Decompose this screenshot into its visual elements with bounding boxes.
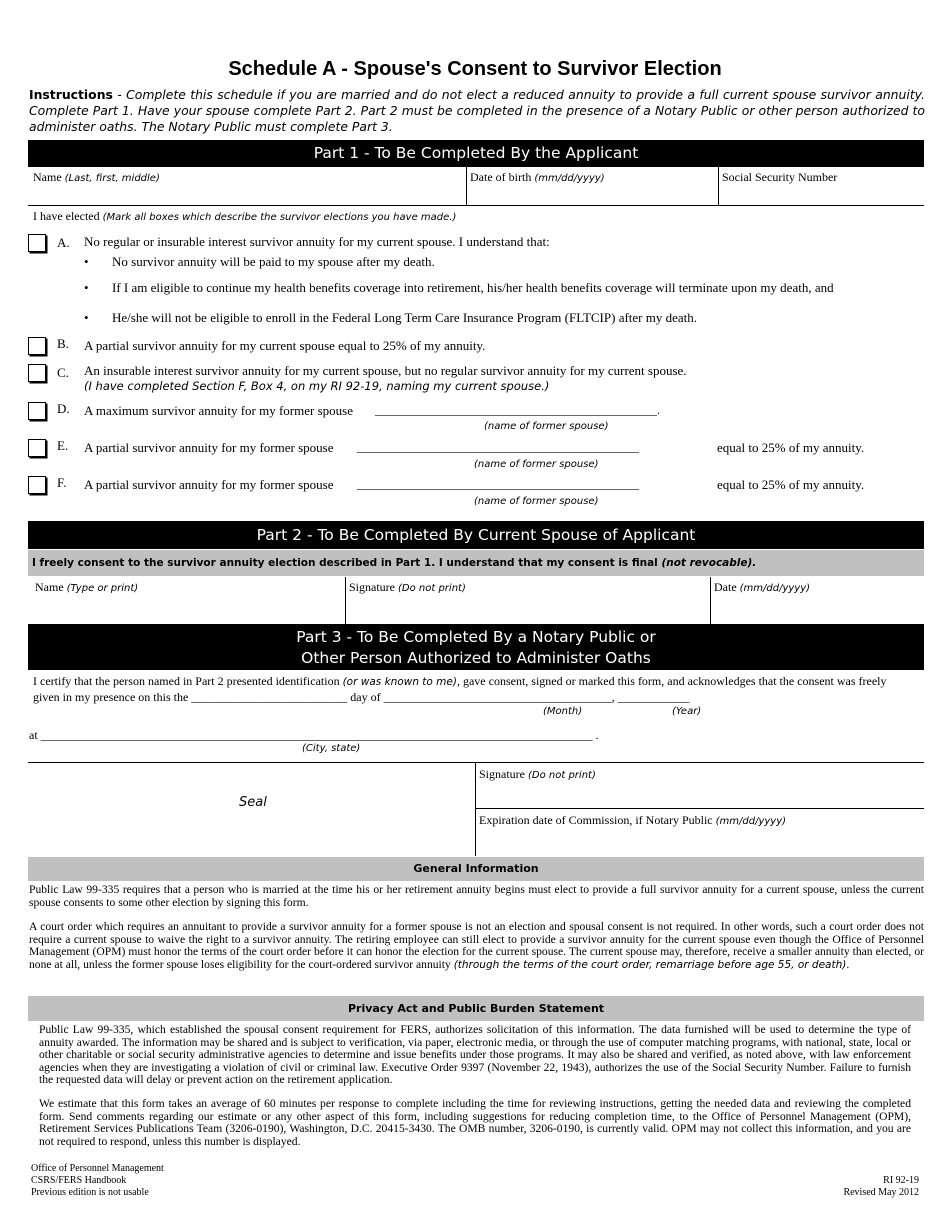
- option-a-checkbox[interactable]: [28, 234, 46, 252]
- divider: [28, 205, 924, 206]
- former-spouse-f-input[interactable]: _______________________________________________: [357, 477, 639, 491]
- spouse-date-label: Date (mm/dd/yyyy): [714, 580, 811, 594]
- option-c-checkbox[interactable]: [28, 364, 46, 382]
- option-d-text: A maximum survivor annuity for my former spouse: [84, 403, 353, 418]
- option-e-text: A partial survivor annuity for my former spouse: [84, 440, 334, 455]
- notary-signature-label: Signature (Do not print): [479, 767, 596, 781]
- option-c-note: (I have completed Section F, Box 4, on my RI 92-19, naming my current spouse.): [84, 379, 550, 393]
- divider: [466, 167, 467, 205]
- general-info-p1: Public Law 99-335 requires that a person who is married at the time his or her retirement annuity begins must elect to provide a full survivor annuity for a current spouse, unless the current spouse consents to some other election by signing this form.: [29, 883, 924, 909]
- option-e-suffix: equal to 25% of my annuity.: [717, 440, 865, 455]
- option-e-hint: (name of former spouse): [474, 459, 599, 470]
- option-a-letter: A.: [57, 235, 70, 250]
- divider: [475, 762, 476, 856]
- city-hint: (City, state): [302, 743, 361, 754]
- notary-signature-input[interactable]: [478, 783, 922, 807]
- year-hint: (Year): [672, 706, 702, 717]
- privacy-p2: We estimate that this form takes an average of 60 minutes per response to complete including the time for reviewing instructions, getting the needed data and reviewing the completed form. Send comments regarding our estimate or any other aspect of this form, including suggestions for reducing completion time, to the Office of Personnel Management (OPM), Retirement Services Publications Team (3206-0190), Washington, D.C. 20415-3430. The OMB number, 3206-0190, is currently valid. OPM may not collect this information, and you are not required to respond, unless this number is displayed.: [39, 1097, 911, 1148]
- option-e-checkbox[interactable]: [28, 439, 46, 457]
- option-a-bullet-3: He/she will not be eligible to enroll in the Federal Long Term Care Insurance Program (FLTCIP) after my death.: [112, 310, 698, 325]
- option-f-text: A partial survivor annuity for my former spouse: [84, 477, 334, 492]
- divider: [476, 808, 924, 809]
- divider: [28, 762, 924, 763]
- divider: [345, 577, 346, 624]
- spouse-signature-input[interactable]: [348, 596, 708, 620]
- instructions-label: Instructions: [29, 87, 113, 102]
- expiration-date-input[interactable]: [478, 829, 922, 853]
- option-e-letter: E.: [57, 438, 69, 453]
- elected-label: I have elected (Mark all boxes which describe the survivor elections you have made.): [33, 209, 457, 223]
- option-f-letter: F.: [57, 475, 67, 490]
- expiration-label: Expiration date of Commission, if Notary Public (mm/dd/yyyy): [479, 813, 787, 827]
- footer-right: [843, 1175, 919, 1199]
- option-d-letter: D.: [57, 401, 70, 416]
- bullet-2: •: [84, 280, 89, 295]
- footer-left: [31, 1163, 164, 1199]
- part1-header: Part 1 - To Be Completed By the Applicant: [28, 140, 924, 167]
- applicant-ssn-input[interactable]: [721, 186, 921, 204]
- option-a-bullet-2: If I am eligible to continue my health benefits coverage into retirement, his/her health benefits coverage will terminate upon my death, and: [112, 280, 834, 295]
- part3-header: [28, 624, 924, 670]
- spouse-name-input[interactable]: [31, 596, 343, 620]
- option-c-text: An insurable interest survivor annuity for my current spouse, but no regular survivor annuity for my current spouse.: [84, 363, 687, 378]
- part2-header: Part 2 - To Be Completed By Current Spouse of Applicant: [28, 521, 924, 549]
- part2-consent: I freely consent to the survivor annuity election described in Part 1. I understand that my consent is final (not revocable).: [28, 550, 924, 576]
- option-a-text: No regular or insurable interest survivor annuity for my current spouse. I understand that:: [84, 234, 550, 249]
- former-spouse-d-input[interactable]: _______________________________________________.: [375, 403, 660, 417]
- applicant-dob-input[interactable]: [469, 186, 715, 204]
- form-title: Schedule A - Spouse's Consent to Survivor Election: [228, 58, 722, 80]
- option-f-checkbox[interactable]: [28, 476, 46, 494]
- privacy-p1: Public Law 99-335, which established the spousal consent requirement for FERS, authorizes solicitation of this information. The data furnished will be used to determine the type of annuity awarded. The information may be shared and is subject to verification, via paper, electronic media, or through the use of computer matching programs, with national, state, local or other charitable or social security administrative agencies to determine and issue benefits under those programs. It may also be shared and verified, as noted above, with law enforcement agencies when they are investigating a violation of civil or criminal law. Executive Order 9397 (November 22, 1943), authorizes the use of the Social Security Number. Failure to furnish the requested data will delay or prevent action on the retirement application.: [39, 1023, 911, 1087]
- divider: [710, 577, 711, 624]
- seal-label: Seal: [239, 795, 267, 810]
- former-spouse-e-input[interactable]: _______________________________________________: [357, 440, 639, 454]
- bullet-1: •: [84, 254, 89, 269]
- revision-date: Revised May 2012: [843, 1187, 919, 1198]
- given-date-line[interactable]: given in my presence on this the __________________________ day of ______________________________________, ____________: [33, 690, 690, 704]
- general-info-p2: A court order which requires an annuitant to provide a survivor annuity for a former spouse is not an election and spousal consent is not required. In other words, such a court order does not require a current spouse to waive the right to a survivor annuity. The retiring employee can still elect to provide a survivor annuity for the current spouse even though the Office of Personnel Management (OPM) must honor the terms of the court order before it can honor the election for the current spouse. The current spouse may, therefore, receive a smaller annuity than elected, or none at all, unless the former spouse loses eligibility for the court-ordered survivor annuity (through the terms of the court order, remarriage before age 55, or death).: [29, 920, 924, 971]
- option-f-hint: (name of former spouse): [474, 496, 599, 507]
- dob-field-label: Date of birth (mm/dd/yyyy): [470, 170, 605, 184]
- name-field-label: Name (Last, first, middle): [33, 170, 160, 184]
- form-number: RI 92-19: [883, 1175, 919, 1186]
- general-info-header: General Information: [28, 857, 924, 881]
- footer-handbook: CSRS/FERS Handbook: [31, 1175, 127, 1186]
- month-hint: (Month): [543, 706, 583, 717]
- divider: [718, 167, 719, 205]
- bullet-3: •: [84, 310, 89, 325]
- instructions: [29, 87, 925, 135]
- option-b-letter: B.: [57, 336, 69, 351]
- spouse-signature-label: Signature (Do not print): [349, 580, 466, 594]
- spouse-name-label: Name (Type or print): [35, 580, 139, 594]
- instructions-text: - Complete this schedule if you are married and do not elect a reduced annuity to provide a full current spouse survivor annuity. Complete Part 1. Have your spouse complete Part 2. Part 2 must be completed in the presence of a Notary Public or other person authorized to administer oaths. The Notary Public must complete Part 3.: [29, 87, 925, 134]
- footer-edition: Previous edition is not usable: [31, 1187, 149, 1198]
- spouse-date-input[interactable]: [713, 596, 921, 620]
- option-b-text: A partial survivor annuity for my current spouse equal to 25% of my annuity.: [84, 338, 486, 353]
- part3-header-line1: Part 3 - To Be Completed By a Notary Public or: [296, 628, 656, 646]
- applicant-name-input[interactable]: [31, 186, 463, 204]
- option-b-checkbox[interactable]: [28, 337, 46, 355]
- at-location-line[interactable]: at ____________________________________________________________________________________________ .: [29, 728, 599, 742]
- ssn-field-label: Social Security Number: [722, 170, 838, 184]
- footer-agency: Office of Personnel Management: [31, 1163, 164, 1174]
- part3-header-line2: Other Person Authorized to Administer Oaths: [301, 649, 651, 667]
- option-a-bullet-1: No survivor annuity will be paid to my spouse after my death.: [112, 254, 435, 269]
- privacy-header: Privacy Act and Public Burden Statement: [28, 996, 924, 1021]
- option-d-hint: (name of former spouse): [484, 421, 609, 432]
- option-c-letter: C.: [57, 365, 69, 380]
- option-d-checkbox[interactable]: [28, 402, 46, 420]
- certify-text: I certify that the person named in Part 2 presented identification (or was known to me), gave consent, signed or marked this form, and acknowledges that the consent was freely: [33, 674, 887, 688]
- option-f-suffix: equal to 25% of my annuity.: [717, 477, 865, 492]
